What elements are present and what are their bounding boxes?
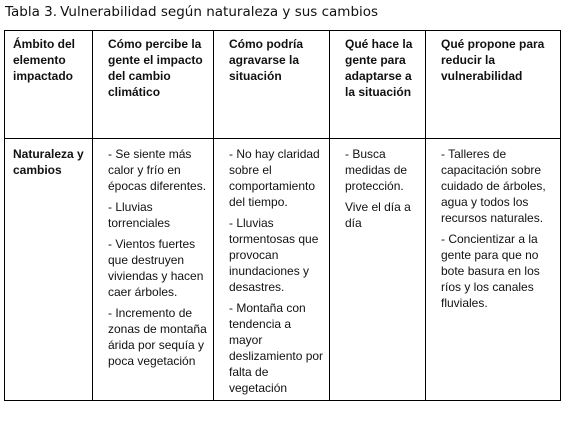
- caption-lead: Tabla 3.: [5, 4, 58, 20]
- vulnerability-table: [4, 30, 561, 401]
- list-item: - Lluvias tormentosas que provocan inundaciones y desastres.: [229, 216, 319, 294]
- cell-perception: [93, 139, 214, 401]
- list-item: - Talleres de capacitación sobre cuidado de árboles, agua y todos los recursos naturales.: [441, 147, 546, 225]
- cell-proposals: [426, 139, 561, 401]
- list-item: - Se siente más calor y frío en épocas diferentes.: [108, 147, 207, 193]
- header-adaptation: Qué hace la gente para adaptarse a la situación: [330, 31, 426, 139]
- table-row: [5, 139, 561, 401]
- list-item: - Lluvias torrenciales: [108, 200, 171, 230]
- header-aggravation: Cómo podría agravarse la situación: [214, 31, 330, 139]
- header-proposals: Qué propone para reducir la vulnerabilidad: [426, 31, 561, 139]
- cell-scope: Naturaleza y cambios: [5, 139, 93, 401]
- header-scope: Ámbito del elemento impactado: [5, 31, 93, 139]
- table-caption: [5, 3, 378, 21]
- list-item: - Concientizar a la gente para que no bote basura en los ríos y los canales fluviales.: [441, 232, 540, 310]
- cell-adaptation: [330, 139, 426, 401]
- list-item: - Incremento de zonas de montaña árida por sequía y poca vegetación: [108, 306, 207, 368]
- list-item: - No hay claridad sobre el comportamiento del tiempo.: [229, 147, 320, 209]
- table-header-row: [5, 31, 561, 139]
- list-item: Vive el día a día: [345, 200, 411, 230]
- list-item: - Vientos fuertes que destruyen viviendas y hacen caer árboles.: [108, 237, 204, 299]
- cell-aggravation: [214, 139, 330, 401]
- header-perception: Cómo percibe la gente el impacto del cambio climático: [93, 31, 214, 139]
- list-item: - Busca medidas de protección.: [345, 147, 408, 193]
- list-item: - Montaña con tendencia a mayor deslizamiento por falta de vegetación: [229, 301, 324, 395]
- caption-title: Vulnerabilidad según naturaleza y sus cambios: [60, 4, 379, 20]
